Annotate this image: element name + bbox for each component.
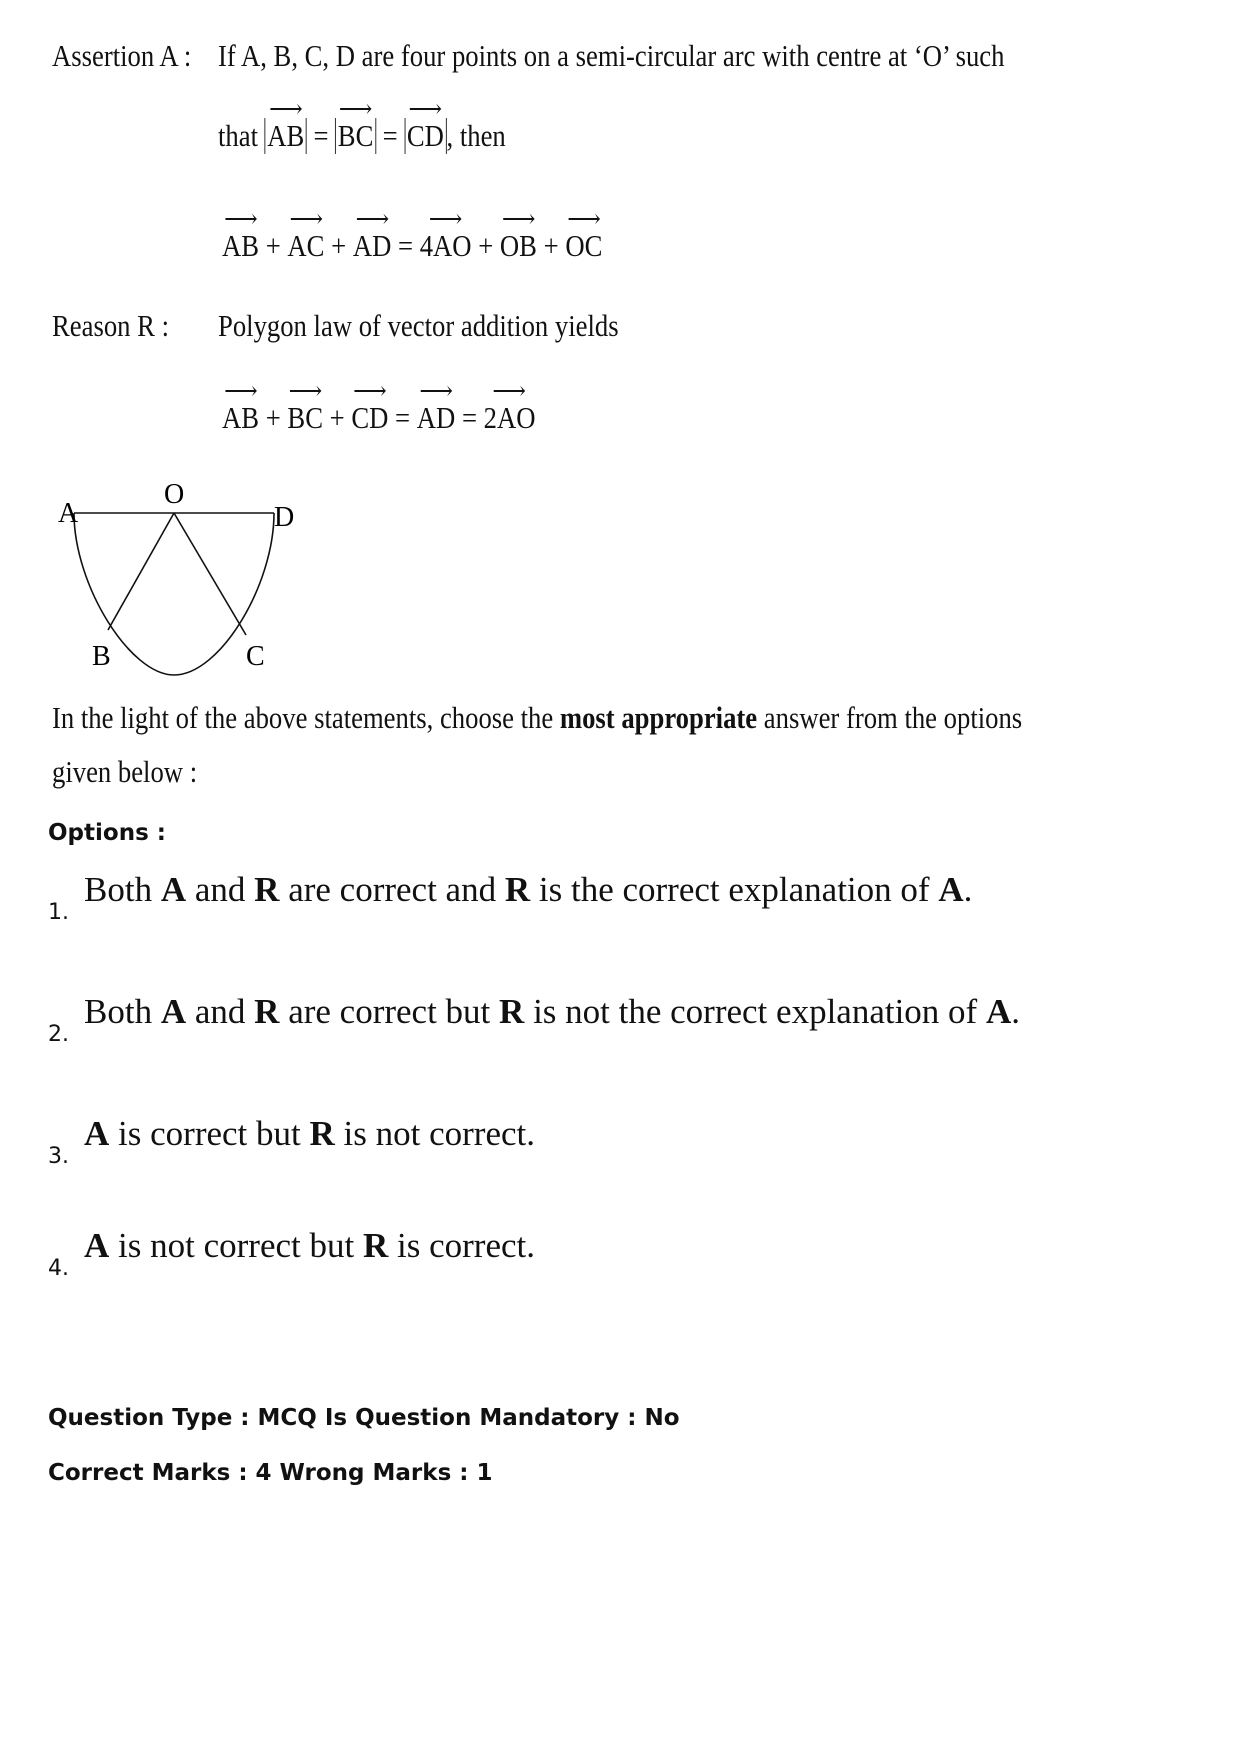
reason-line-1: Polygon law of vector addition yields xyxy=(218,308,619,343)
op-equals: = xyxy=(395,400,411,435)
op-equals: = xyxy=(461,400,477,435)
vec-ob: ⟶ OB xyxy=(500,228,537,264)
point-b-label: B xyxy=(92,641,111,672)
vec-4ao: ⟶ 4AO xyxy=(420,228,472,264)
options-heading: Options : xyxy=(48,820,166,846)
instruction-line-2: given below : xyxy=(52,754,198,789)
assertion-then: , then xyxy=(446,118,506,153)
line-ob xyxy=(108,513,174,630)
reason-label: Reason R : xyxy=(52,308,170,343)
vec-mag-cd: ⟶ CD xyxy=(404,118,446,154)
reason-equation xyxy=(222,400,535,436)
op-plus: + xyxy=(265,228,281,263)
option-text: Both A and R are correct but R is not the correct explanation of A. xyxy=(84,992,1020,1031)
assertion-line-2 xyxy=(218,118,506,154)
vec-mag-bc: ⟶ BC xyxy=(335,118,376,154)
point-o-label: O xyxy=(164,479,185,510)
question-type-line: Question Type : MCQ Is Question Mandatory : No xyxy=(48,1405,680,1431)
marks-line: Correct Marks : 4 Wrong Marks : 1 xyxy=(48,1460,493,1486)
option-number: 3. xyxy=(48,1144,69,1169)
vec-ab: ⟶ AB xyxy=(222,400,259,436)
instruction-part-2: answer from the options xyxy=(763,700,1023,735)
instruction-line-1 xyxy=(52,700,1022,736)
point-d-label: D xyxy=(274,502,295,533)
option-text: Both A and R are correct and R is the correct explanation of A. xyxy=(84,870,973,909)
point-c-label: C xyxy=(246,641,265,672)
op-plus: + xyxy=(478,228,494,263)
vec-mag-ab: ⟶ AB xyxy=(265,118,307,154)
vec-ab: ⟶ AB xyxy=(222,228,259,264)
vec-cd: ⟶ CD xyxy=(351,400,388,436)
vec-ad: ⟶ AD xyxy=(417,400,456,436)
vec-2ao: ⟶ 2AO xyxy=(484,400,536,436)
vec-oc: ⟶ OC xyxy=(565,228,602,264)
op-plus: + xyxy=(265,400,281,435)
instruction-part-1: In the light of the above statements, choose the xyxy=(52,700,554,735)
option-number: 1. xyxy=(48,900,69,925)
op-plus: + xyxy=(331,228,347,263)
op-plus: + xyxy=(329,400,345,435)
point-a-label: A xyxy=(58,498,79,529)
assertion-that: that xyxy=(218,118,258,153)
assertion-equation xyxy=(222,228,602,264)
op-equals: = xyxy=(398,228,414,263)
option-text: A is correct but R is not correct. xyxy=(84,1114,535,1153)
option-number: 4. xyxy=(48,1256,69,1281)
vec-ac: ⟶ AC xyxy=(287,228,324,264)
assertion-label: Assertion A : xyxy=(52,38,192,73)
op-equals: = xyxy=(382,118,398,153)
instruction-emphasis: most appropriate xyxy=(559,700,758,735)
op-equals: = xyxy=(313,118,329,153)
op-plus: + xyxy=(543,228,559,263)
option-text: A is not correct but R is correct. xyxy=(84,1226,535,1265)
option-number: 2. xyxy=(48,1022,69,1047)
assertion-line-1: If A, B, C, D are four points on a semi-circular arc with centre at ‘O’ such xyxy=(218,38,1005,73)
vec-ad: ⟶ AD xyxy=(353,228,392,264)
semicircle-figure xyxy=(50,470,310,690)
vec-bc: ⟶ BC xyxy=(287,400,323,436)
line-oc xyxy=(174,513,246,635)
